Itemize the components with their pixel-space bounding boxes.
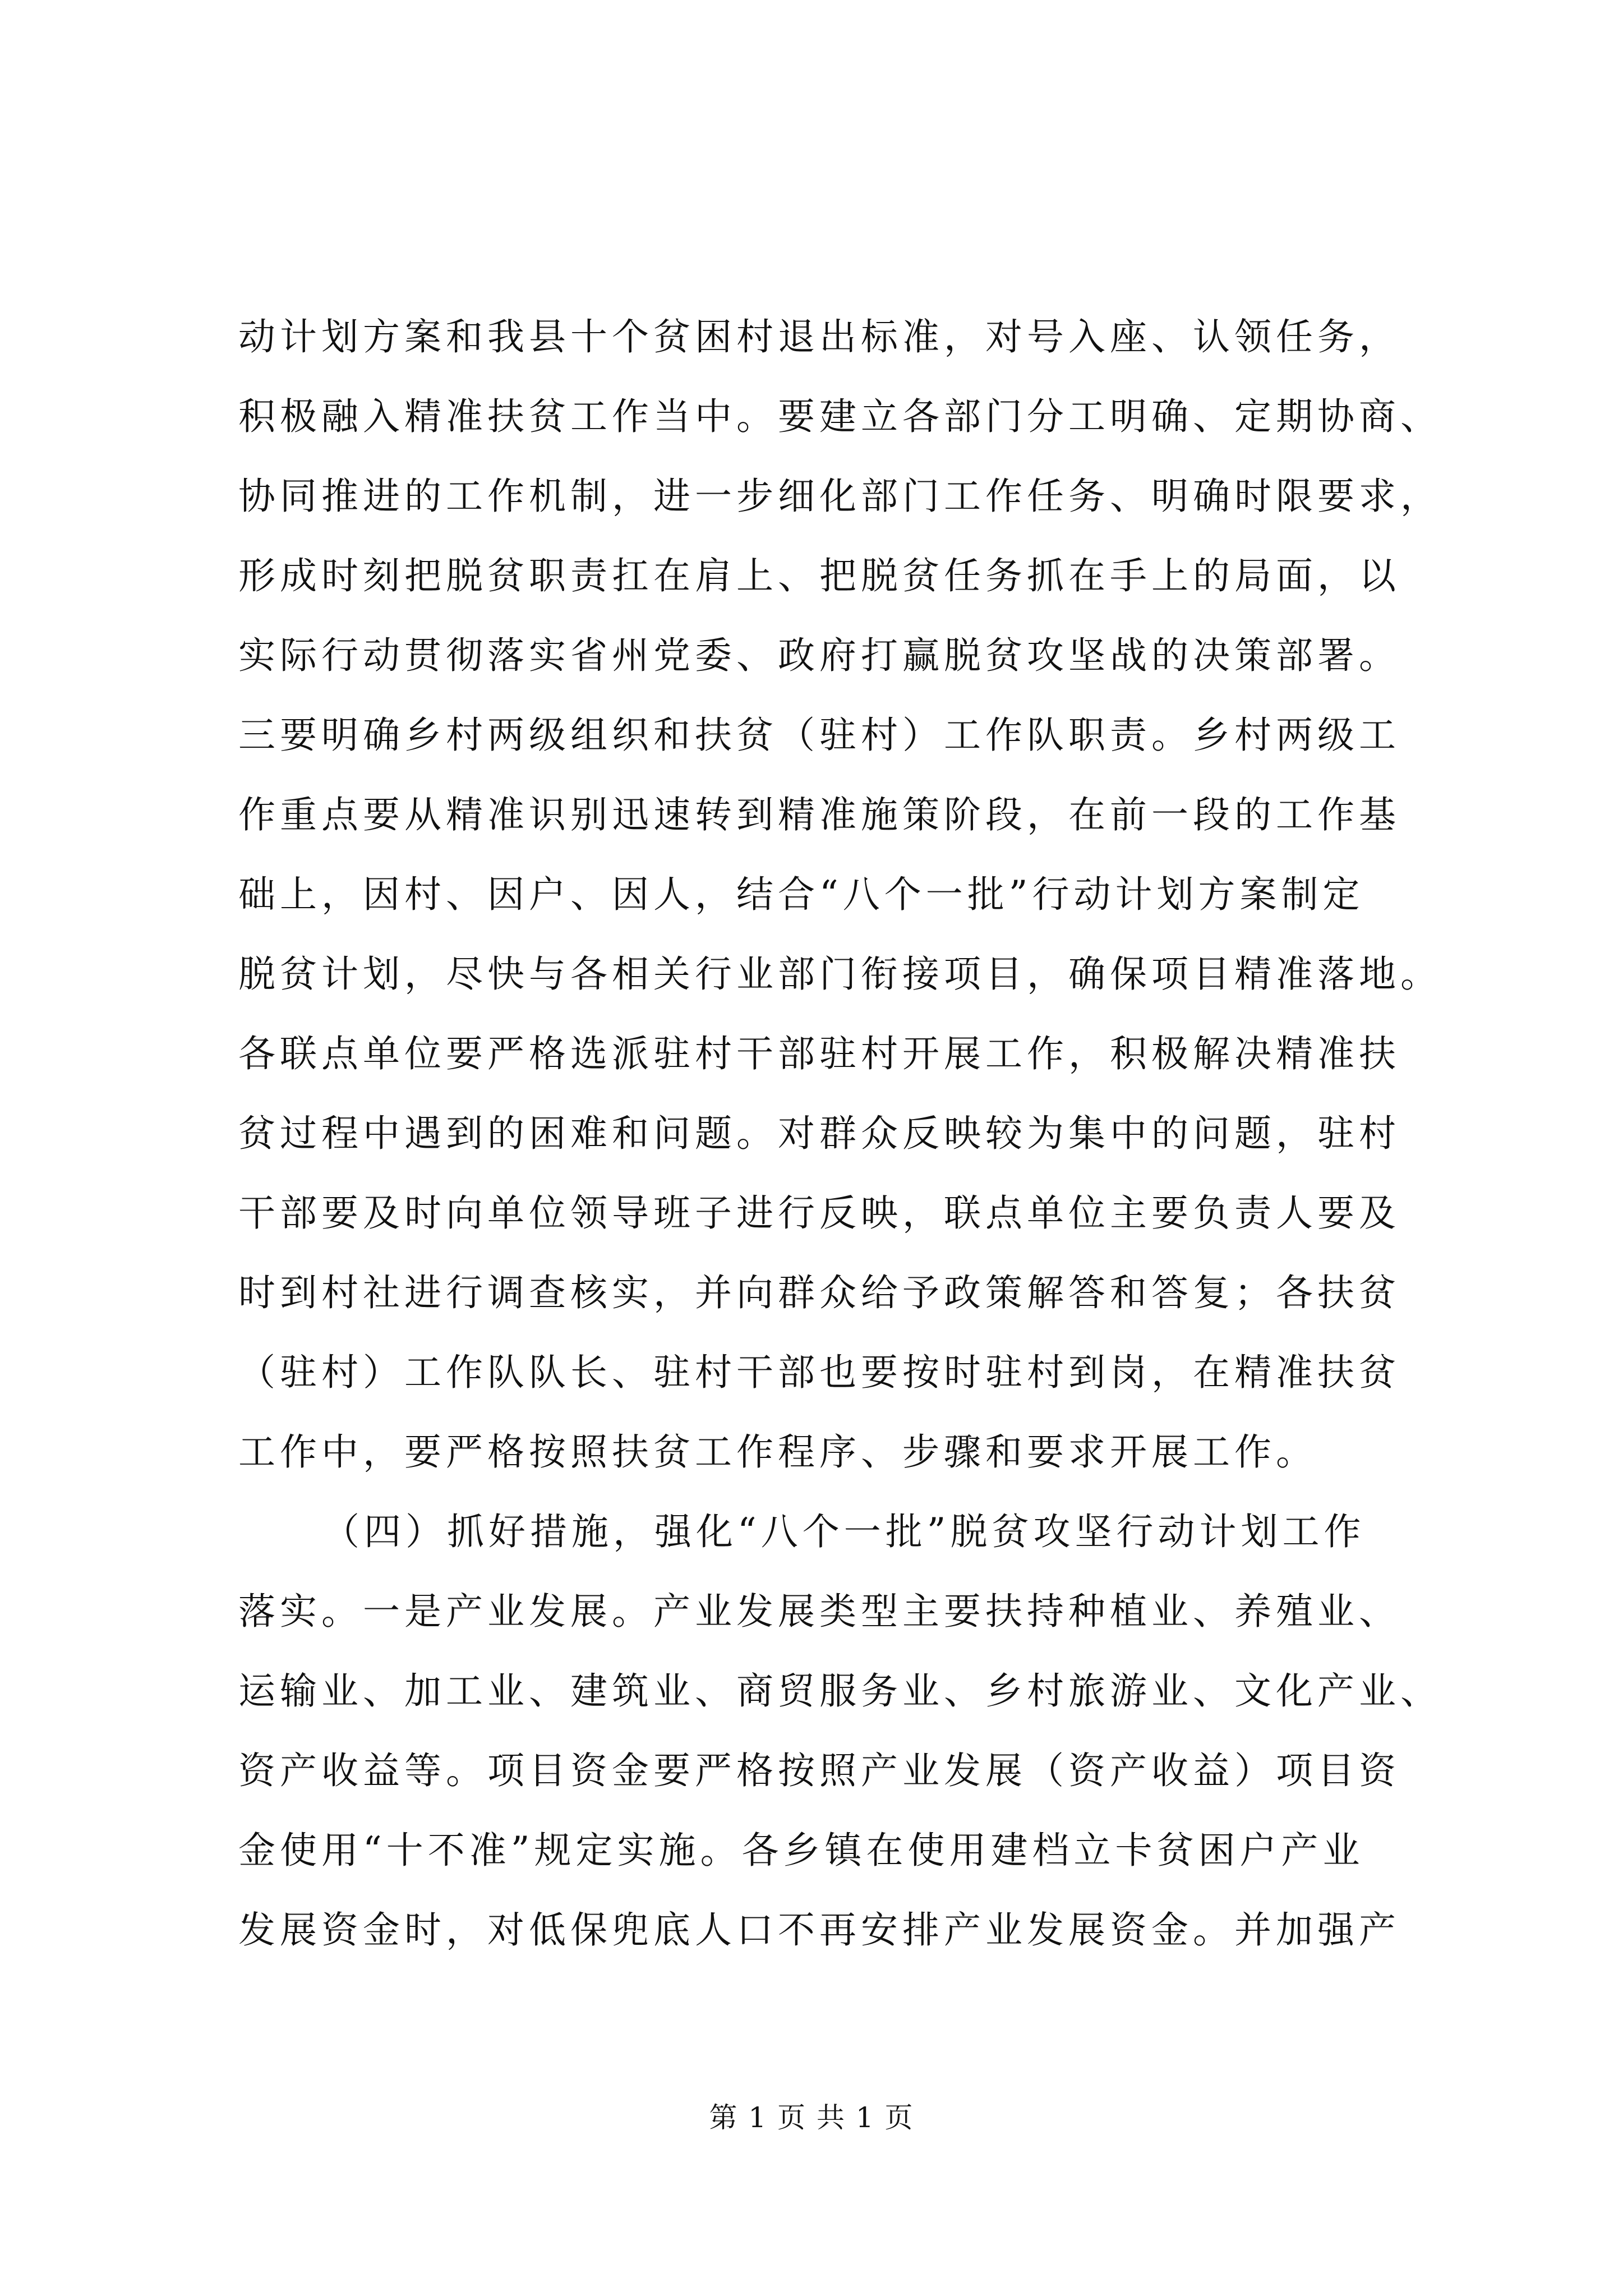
text-line: 脱贫计划，尽快与各相关行业部门衔接项目，确保项目精准落地。 bbox=[238, 953, 1442, 996]
text-line: 实际行动贯彻落实省州党委、政府打赢脱贫攻坚战的决策部署。 bbox=[238, 634, 1400, 677]
page-footer: 第 1 页 共 1 页 bbox=[709, 2101, 914, 2134]
text-line: 金使用“十不准”规定实施。各乡镇在使用建档立卡贫困户产业 bbox=[238, 1829, 1364, 1872]
text-line: 各联点单位要严格选派驻村干部驻村开展工作，积极解决精准扶 bbox=[238, 1032, 1400, 1075]
text-line: 动计划方案和我县十个贫困村退出标准，对号入座、认领任务， bbox=[238, 315, 1400, 358]
text-line: 工作中，要严格按照扶贫工作程序、步骤和要求开展工作。 bbox=[238, 1430, 1317, 1474]
text-line: 协同推进的工作机制，进一步细化部门工作任务、明确时限要求， bbox=[238, 475, 1442, 518]
text-line: 贫过程中遇到的困难和问题。对群众反映较为集中的问题，驻村 bbox=[238, 1112, 1400, 1155]
text-line: 形成时刻把脱贫职责扛在肩上、把脱贫任务抓在手上的局面，以 bbox=[238, 554, 1400, 597]
text-line: 干部要及时向单位领导班子进行反映，联点单位主要负责人要及 bbox=[238, 1191, 1400, 1235]
text-line: 运输业、加工业、建筑业、商贸服务业、乡村旅游业、文化产业、 bbox=[238, 1669, 1442, 1713]
text-line: （驻村）工作队队长、驻村干部也要按时驻村到岗，在精准扶贫 bbox=[238, 1351, 1400, 1394]
text-line: 作重点要从精准识别迅速转到精准施策阶段，在前一段的工作基 bbox=[238, 793, 1400, 836]
section-heading-line: （四）抓好措施，强化“八个一批”脱贫攻坚行动计划工作 bbox=[322, 1510, 1366, 1553]
text-line: 时到村社进行调查核实，并向群众给予政策解答和答复；各扶贫 bbox=[238, 1271, 1400, 1314]
text-line: 落实。一是产业发展。产业发展类型主要扶持种植业、养殖业、 bbox=[238, 1590, 1400, 1633]
text-line: 三要明确乡村两级组织和扶贫（驻村）工作队职责。乡村两级工 bbox=[238, 714, 1400, 757]
text-line: 发展资金时，对低保兜底人口不再安排产业发展资金。并加强产 bbox=[238, 1908, 1400, 1952]
text-line: 础上，因村、因户、因人，结合“八个一批”行动计划方案制定 bbox=[238, 873, 1364, 916]
document-body bbox=[238, 297, 1461, 1970]
text-line: 资产收益等。项目资金要严格按照产业发展（资产收益）项目资 bbox=[238, 1749, 1400, 1792]
text-line: 积极融入精准扶贫工作当中。要建立各部门分工明确、定期协商、 bbox=[238, 395, 1442, 438]
